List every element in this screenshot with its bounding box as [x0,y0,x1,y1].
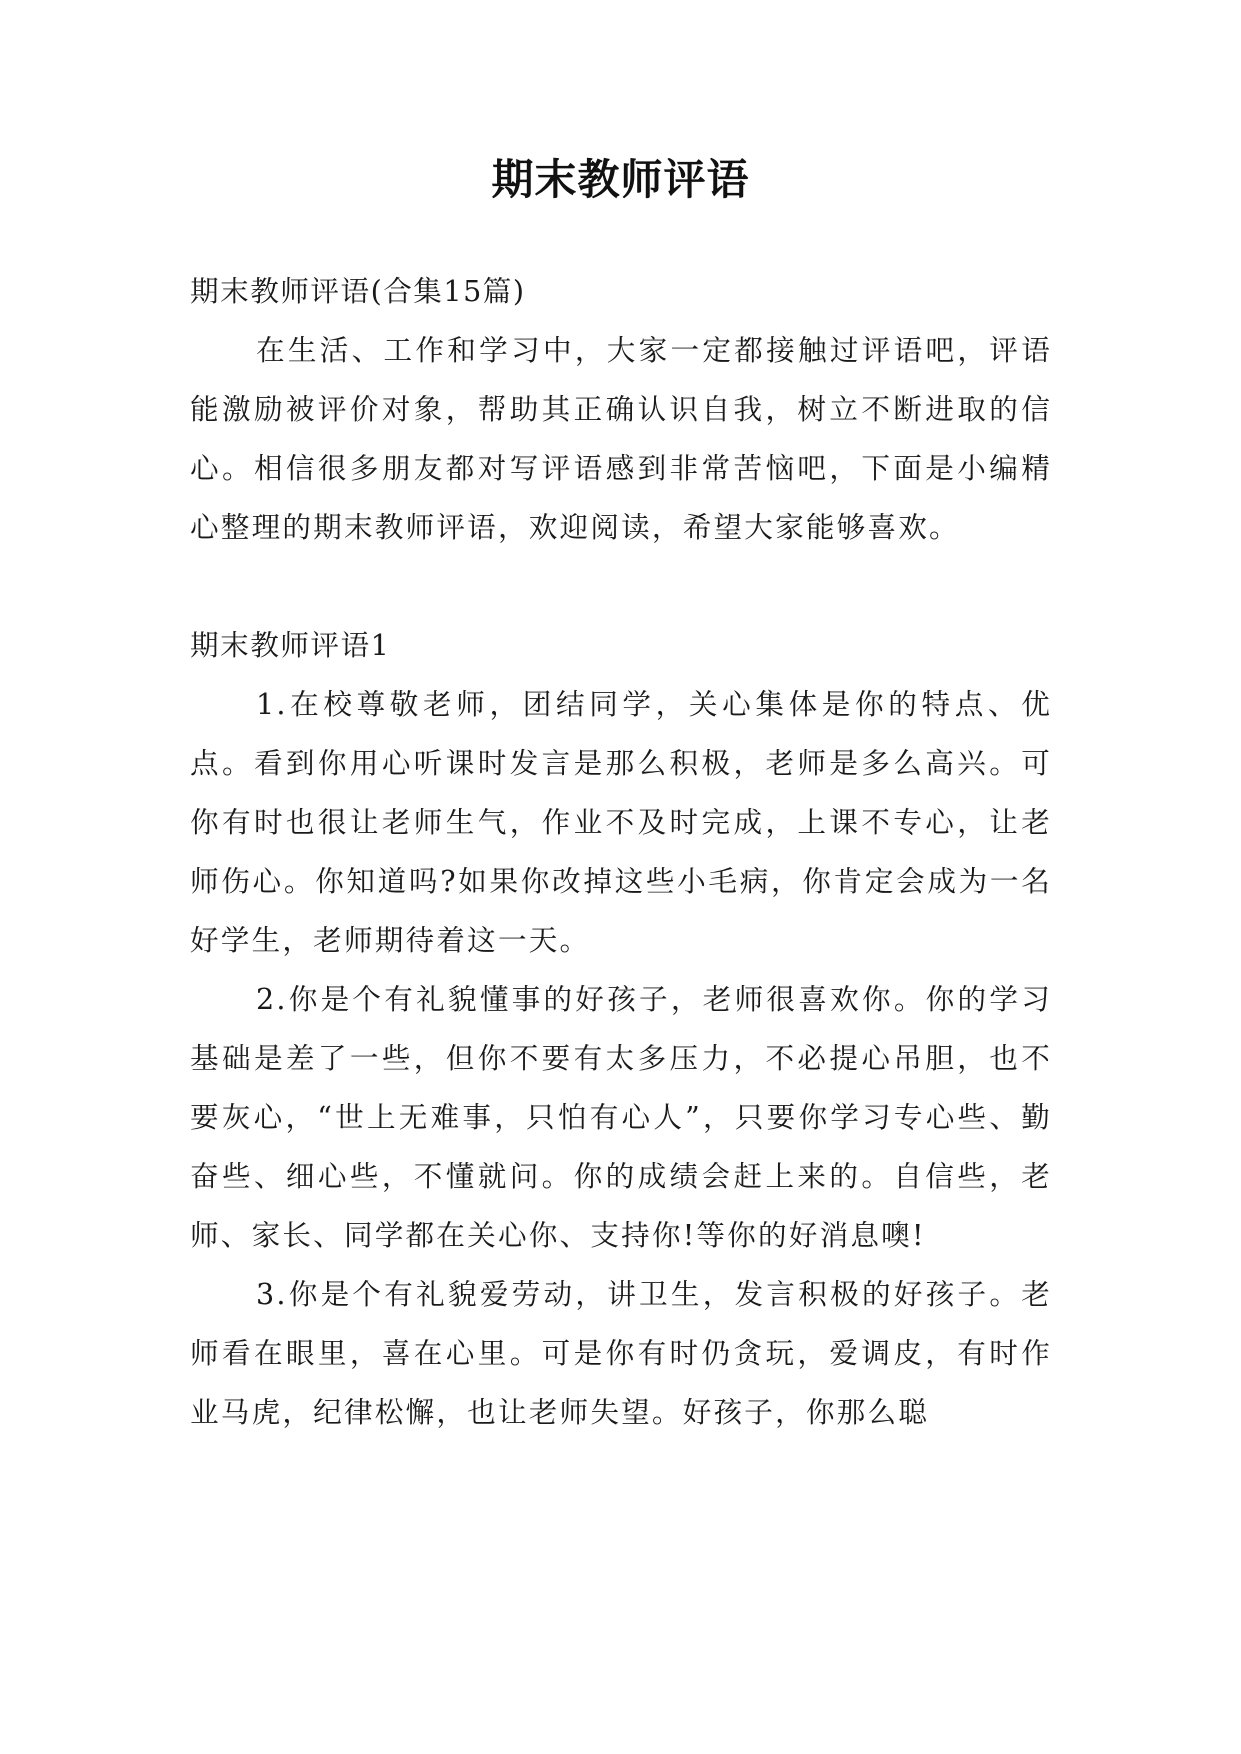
document-body [190,262,1052,1442]
comment-paragraph: 3.你是个有礼貌爱劳动，讲卫生，发言积极的好孩子。老师看在眼里，喜在心里。可是你有时仍贪玩，爱调皮，有时作业马虎，纪律松懈，也让老师失望。好孩子，你那么聪 [190,1277,1052,1429]
comment-paragraph: 1.在校尊敬老师，团结同学，关心集体是你的特点、优点。看到你用心听课时发言是那么积极，老师是多么高兴。可你有时也很让老师生气，作业不及时完成，上课不专心，让老师伤心。你知道吗?如果你改掉这些小毛病，你肯定会成为一名好学生，老师期待着这一天。 [190,687,1052,957]
document-title: 期末教师评语 [491,155,750,204]
document-subtitle: 期末教师评语(合集15篇) [190,274,526,308]
section-heading: 期末教师评语1 [190,628,391,662]
comment-paragraph: 2.你是个有礼貌懂事的好孩子，老师很喜欢你。你的学习基础是差了一些，但你不要有太多压力，不必提心吊胆，也不要灰心，“世上无难事，只怕有心人”，只要你学习专心些、勤奋些、细心些，不懂就问。你的成绩会赶上来的。自信些，老师、家长、同学都在关心你、支持你!等你的好消息噢! [190,982,1052,1252]
intro-paragraph: 在生活、工作和学习中，大家一定都接触过评语吧，评语能激励被评价对象，帮助其正确认识自我，树立不断进取的信心。相信很多朋友都对写评语感到非常苦恼吧，下面是小编精心整理的期末教师评语，欢迎阅读，希望大家能够喜欢。 [190,333,1052,544]
